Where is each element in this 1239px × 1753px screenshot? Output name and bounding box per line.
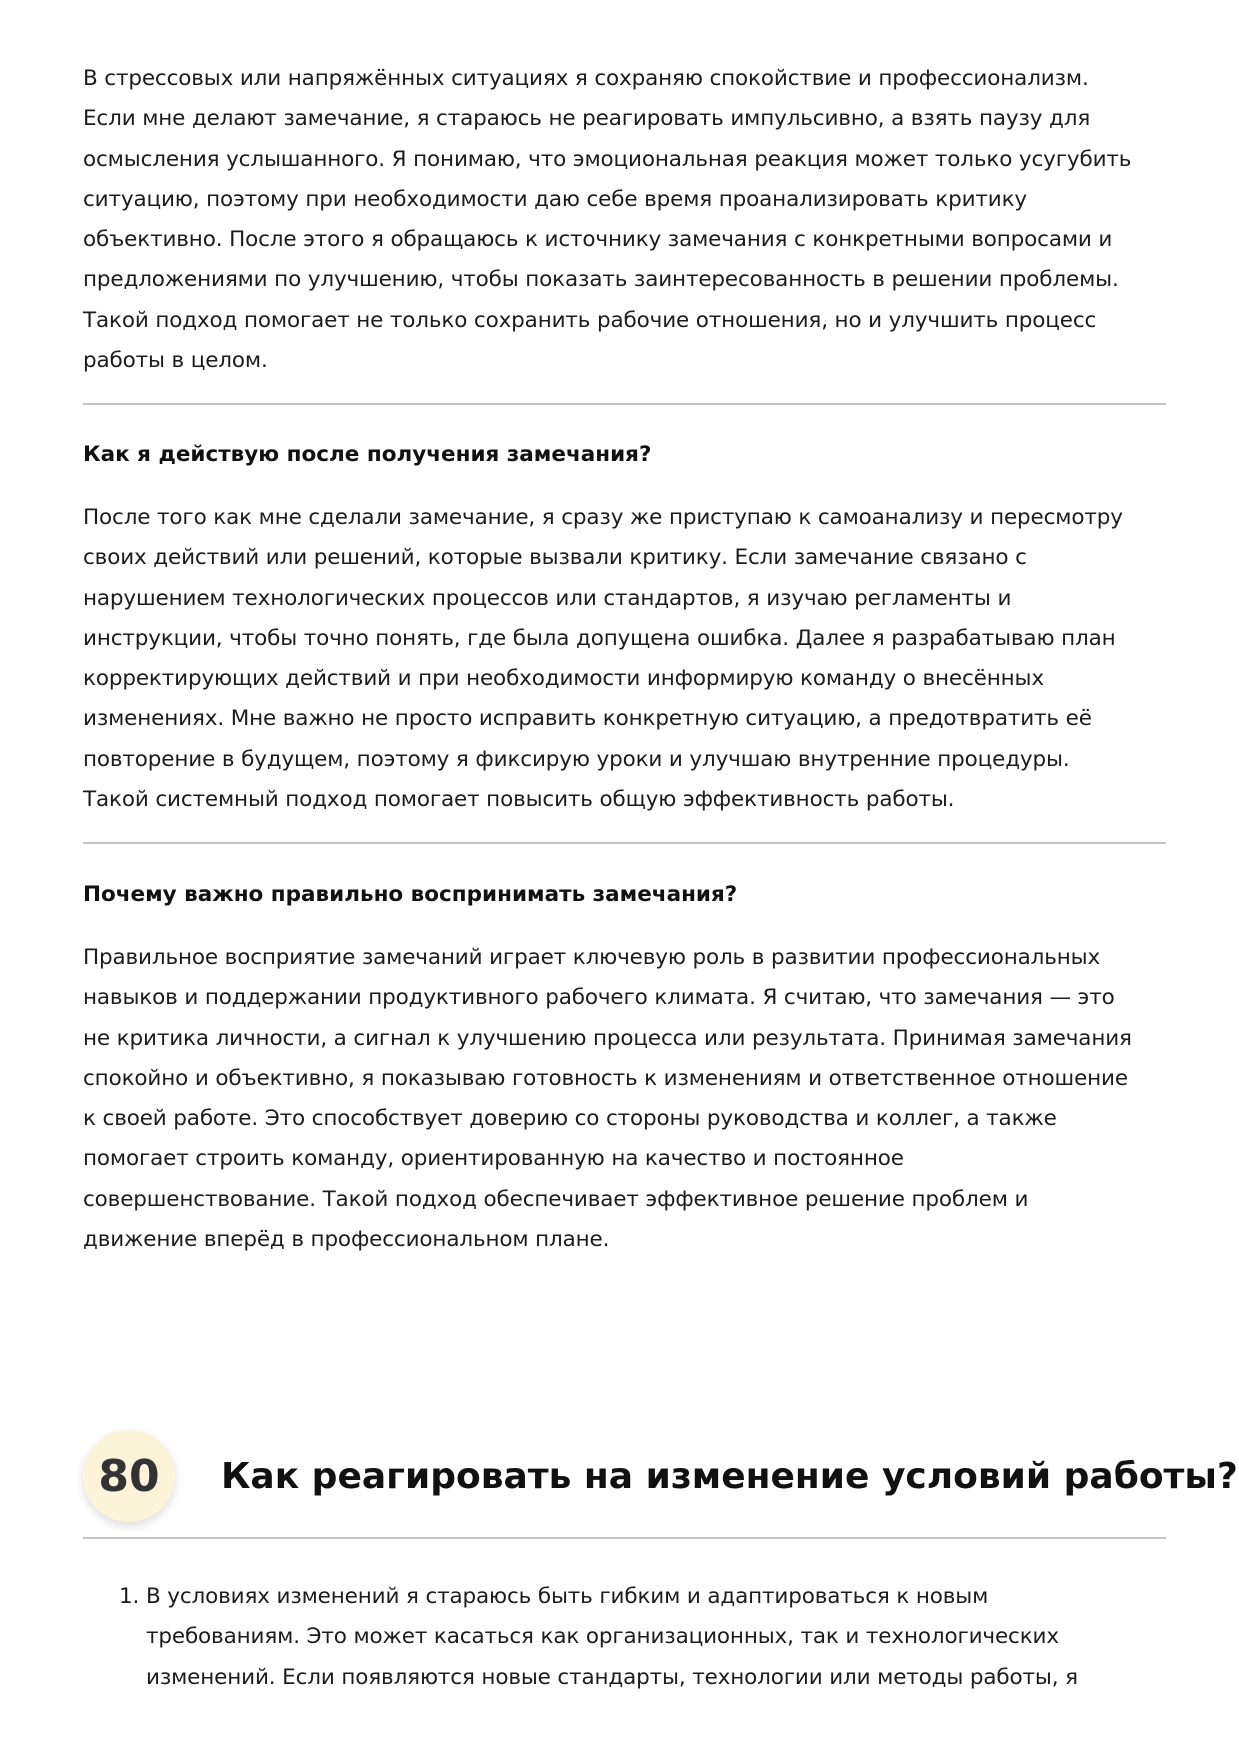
text-line: движение вперёд в профессиональном плане.: [83, 1227, 610, 1253]
text-line: осмысления услышанного. Я понимаю, что эмоциональная реакция может только усугубить: [83, 146, 1132, 172]
section-divider: [83, 403, 1166, 405]
text-line: корректирующих действий и при необходимости информирую команду о внесённых: [83, 666, 1044, 692]
section-heading: Как я действую после получения замечания?: [83, 442, 652, 467]
text-line: После того как мне сделали замечание, я сразу же приступаю к самоанализу и пересмотру: [83, 505, 1123, 530]
text-line: изменениях. Мне важно не просто исправить конкретную ситуацию, а предотвратить её: [83, 706, 1092, 732]
text-line: совершенствование. Такой подход обеспечивает эффективное решение проблем и: [83, 1186, 1029, 1212]
intro-paragraph: [83, 59, 1131, 381]
text-line: объективно. После этого я обращаюсь к источнику замечания с конкретными вопросами и: [83, 227, 1113, 253]
text-line: В стрессовых или напряжённых ситуациях я сохраняю спокойствие и профессионализм.: [83, 66, 1089, 91]
text-line: Такой подход помогает не только сохранить рабочие отношения, но и улучшить процесс: [83, 307, 1097, 333]
text-line: не критика личности, а сигнал к улучшению процесса или результата. Принимая замечания: [83, 1025, 1132, 1051]
list-item-number: 1.: [119, 1584, 140, 1609]
text-line: В условиях изменений я стараюсь быть гибким и адаптироваться к новым: [146, 1584, 989, 1609]
text-line: инструкции, чтобы точно понять, где была допущена ошибка. Далее я разрабатываю план: [83, 625, 1116, 651]
text-line: помогает строить команду, ориентированную на качество и постоянное: [83, 1146, 904, 1172]
text-line: спокойно и объективно, я показываю готовность к изменениям и ответственное отношение: [83, 1065, 1128, 1091]
text-line: повторение в будущем, поэтому я фиксирую уроки и улучшаю внутренние процедуры.: [83, 746, 1070, 772]
text-line: предложениями по улучшению, чтобы показать заинтересованность в решении проблемы.: [83, 267, 1119, 293]
text-line: Если мне делают замечание, я стараюсь не реагировать импульсивно, а взять паузу для: [83, 106, 1091, 132]
section-paragraph: [83, 938, 1132, 1260]
text-line: работы в целом.: [83, 348, 268, 374]
text-line: к своей работе. Это способствует доверию со стороны руководства и коллег, а также: [83, 1106, 1057, 1132]
text-line: навыков и поддержании продуктивного рабочего климата. Я считаю, что замечания — это: [83, 985, 1115, 1011]
text-line: требованиям. Это может касаться как организационных, так и технологических: [146, 1624, 1059, 1650]
text-line: ситуацию, поэтому при необходимости даю себе время проанализировать критику: [83, 186, 1028, 212]
text-line: Такой системный подход помогает повысить общую эффективность работы.: [83, 787, 955, 813]
title-divider: [83, 1537, 1166, 1539]
answer-list: [83, 1577, 1166, 1698]
section-paragraph: [83, 498, 1123, 820]
text-line: изменений. Если появляются новые стандарты, технологии или методы работы, я: [146, 1664, 1078, 1690]
section-divider: [83, 842, 1166, 844]
text-line: своих действий или решений, которые вызвали критику. Если замечание связано с: [83, 545, 1027, 571]
text-line: Правильное восприятие замечаний играет ключевую роль в развитии профессиональных: [83, 945, 1101, 970]
text-line: нарушением технологических процессов или стандартов, я изучаю регламенты и: [83, 585, 1012, 611]
section-heading: Почему важно правильно воспринимать замечания?: [83, 882, 738, 907]
list-item: [83, 1577, 1166, 1698]
question-title: Как реагировать на изменение условий работы?: [221, 1456, 1238, 1497]
question-number-badge: 80: [83, 1430, 175, 1522]
